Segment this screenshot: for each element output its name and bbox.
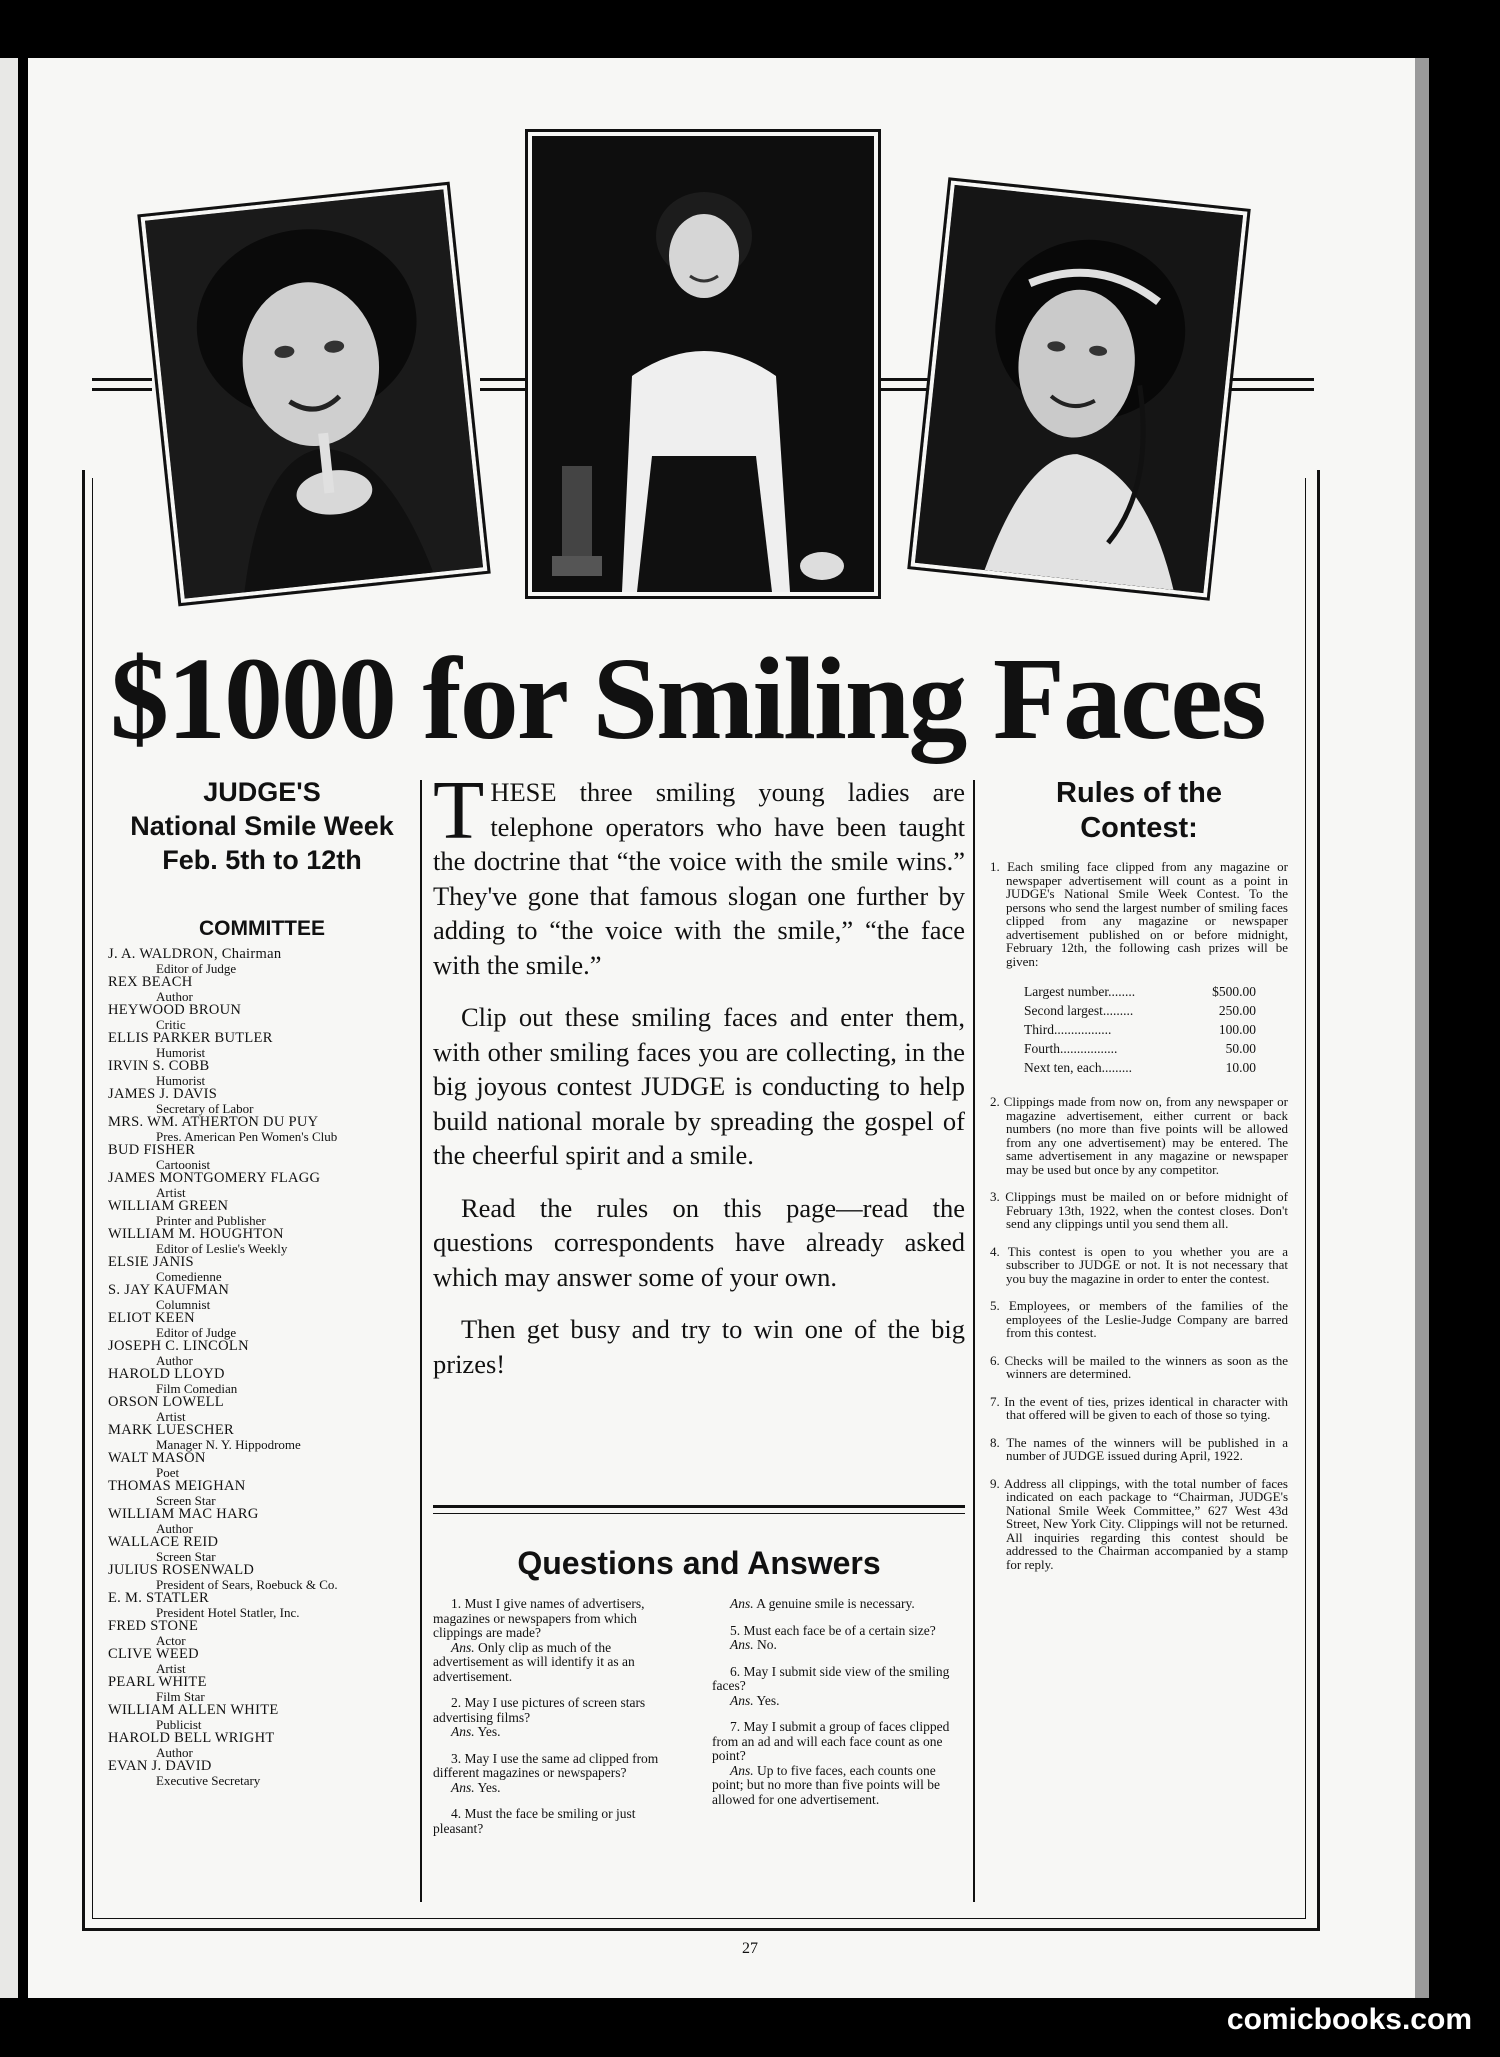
answer-label: Ans. [451, 1779, 475, 1795]
prize-row [1024, 1001, 1256, 1020]
member-name: WALT MASON [108, 1450, 206, 1466]
member-name: JULIUS ROSENWALD [108, 1562, 255, 1578]
right-page-edge [1415, 58, 1429, 1998]
member-name: IRVIN S. COBB [108, 1058, 210, 1074]
member-role: Cartoonist [156, 1157, 211, 1172]
member-role: Humorist [156, 1073, 206, 1088]
qa-answer [712, 1764, 962, 1808]
standing-woman-telephone-image [532, 136, 874, 592]
committee-member [108, 1003, 416, 1031]
member-name: E. M. STATLER [108, 1590, 210, 1606]
prize-row [1024, 982, 1256, 1001]
qa-rule-1 [433, 1505, 965, 1508]
committee-list [108, 947, 416, 1787]
member-role: Pres. American Pen Women's Club [156, 1129, 338, 1144]
member-name: EVAN J. DAVID [108, 1758, 212, 1774]
committee-member [108, 1759, 416, 1787]
qa-answer [712, 1694, 962, 1709]
watermark: comicbooks.com [1226, 2003, 1472, 2036]
committee-member [108, 1507, 416, 1535]
member-role: Artist [156, 1409, 186, 1424]
answer-label: Ans. [730, 1762, 754, 1778]
committee-member [108, 1367, 416, 1395]
rules-heading-1: Rules of the [1056, 777, 1222, 809]
committee-member [108, 1171, 416, 1199]
qa-answer [433, 1641, 683, 1685]
member-role: Author [156, 1745, 193, 1760]
member-name: REX BEACH [108, 974, 193, 990]
smiling-woman-earpiece-image [915, 185, 1243, 593]
qa-question: 4. Must the face be smiling or just pleasant? [433, 1806, 636, 1836]
committee-member [108, 1143, 416, 1171]
contest-rule: 4. This contest is open to you whether you are a subscriber to JUDGE or not. It is not necessary that you buy the magazine in order to enter the contest. [990, 1243, 1288, 1286]
rules-list [990, 1095, 1288, 1571]
member-name: ELIOT KEEN [108, 1310, 195, 1326]
rules-paragraph: Read the rules on this page—read the questions correspondents have already asked which may answer some of your own. [433, 1192, 965, 1292]
answer-text: Yes. [753, 1692, 780, 1708]
committee-member [108, 1339, 416, 1367]
committee-member [108, 1031, 416, 1059]
committee-member [108, 947, 416, 975]
rule-top-mid-4 [870, 388, 930, 391]
prize-label: Fourth................. [1024, 1041, 1118, 1056]
committee-member [108, 1647, 416, 1675]
qa-answer [712, 1638, 962, 1653]
left-column [108, 775, 416, 1787]
prize-amount: 50.00 [1225, 1041, 1256, 1056]
answer-label: Ans. [730, 1596, 754, 1611]
member-role: Executive Secretary [156, 1773, 261, 1788]
prizes-paragraph: Then get busy and try to win one of the big prizes! [433, 1314, 965, 1379]
member-role: Actor [156, 1633, 186, 1648]
contest-rule: 3. Clippings must be mailed on or before midnight of February 13th, 1922, when the contest closes. Don't send any clippings until you send them all. [990, 1189, 1288, 1231]
qa-question: 6. May I submit side view of the smiling faces? [712, 1663, 950, 1693]
committee-member [108, 1395, 416, 1423]
member-role: Manager N. Y. Hippodrome [156, 1437, 301, 1452]
member-name: HAROLD BELL WRIGHT [108, 1730, 275, 1746]
rule-1: 1. Each smiling face clipped from any magazine or newspaper advertisement will count as a point in JUDGE's National Smile Week Contest. To the persons who send the largest number of smiling faces clipped from any magazine or newspaper advertisement published on or before midnight, February 12th, the following cash prizes will be given: [990, 859, 1288, 969]
prize-label: Largest number........ [1024, 984, 1136, 999]
member-role: Comedienne [156, 1269, 222, 1284]
committee-member [108, 1535, 416, 1563]
member-role: President of Sears, Roebuck & Co. [156, 1577, 338, 1592]
member-name: HAROLD LLOYD [108, 1366, 225, 1382]
contest-rule: 8. The names of the winners will be published in a number of JUDGE issued during April, 1922. [990, 1434, 1288, 1463]
rule-top-left-1 [92, 378, 152, 381]
committee-member [108, 975, 416, 1003]
answer-label: Ans. [451, 1724, 475, 1739]
member-name: BUD FISHER [108, 1142, 196, 1158]
prize-label: Third................. [1024, 1022, 1112, 1037]
member-role: Artist [156, 1185, 186, 1200]
prize-amount: 10.00 [1225, 1060, 1256, 1075]
member-role: President Hotel Statler, Inc. [156, 1605, 300, 1620]
qa-rule-2 [433, 1513, 965, 1514]
committee-member [108, 1115, 416, 1143]
divider-left [420, 780, 422, 1902]
answer-text: Yes. [474, 1779, 501, 1795]
member-name: JAMES MONTGOMERY FLAGG [108, 1170, 321, 1186]
qa-question: 7. May I submit a group of faces clipped from an ad and will each face count as one point? [712, 1719, 950, 1763]
clip-paragraph: Clip out these smiling faces and enter them, with other smiling faces you are collecting, in the big joyous contest JUDGE is conducting to help build national morale by spreading the gospel of the cheerful spirit and a smile. [433, 1002, 965, 1170]
qa-question: 1. Must I give names of advertisers, magazines or newspapers from which clippings are made? [433, 1596, 645, 1640]
prize-row [1024, 1058, 1256, 1077]
member-name: JAMES J. DAVIS [108, 1086, 218, 1102]
member-role: Author [156, 1521, 193, 1536]
member-role: Poet [156, 1465, 180, 1480]
prize-amount: $500.00 [1212, 984, 1256, 999]
qa-answer [433, 1725, 683, 1740]
qa-column-1 [433, 1597, 683, 1844]
prize-row [1024, 1020, 1256, 1039]
photo-left-operator [141, 185, 488, 603]
committee-member [108, 1311, 416, 1339]
member-name: WILLIAM GREEN [108, 1198, 229, 1214]
member-role: Author [156, 1353, 193, 1368]
photo-center-operator [528, 132, 878, 596]
member-role: Editor of Judge [156, 1325, 237, 1340]
member-name: S. JAY KAUFMAN [108, 1282, 230, 1298]
member-role: Screen Star [156, 1549, 216, 1564]
drop-cap: T [433, 764, 485, 857]
prize-row [1024, 1039, 1256, 1058]
member-role: Artist [156, 1661, 186, 1676]
committee-member [108, 1451, 416, 1479]
prize-table [1024, 982, 1288, 1077]
committee-member [108, 1591, 416, 1619]
member-name: JOSEPH C. LINCOLN [108, 1338, 249, 1354]
qa-question: 3. May I use the same ad clipped from different magazines or newspapers? [433, 1750, 659, 1780]
committee-member [108, 1563, 416, 1591]
member-name: HEYWOOD BROUN [108, 1002, 242, 1018]
qa-column-2 [712, 1597, 962, 1819]
intro-text: HESE three smiling young ladies are telephone operators who have been taught the doctrine that “the voice with the smile wins.” They've gone that famous slogan one further by adding to “the voice with the smile,” “the face with the smile.” [433, 777, 965, 980]
committee-member [108, 1731, 416, 1759]
member-role: Screen Star [156, 1493, 216, 1508]
smile-week-heading-2: National Smile Week [130, 811, 394, 841]
answer-text: Up to five faces, each counts one point; but no more than five points will be allowed for one advertisement. [712, 1762, 940, 1807]
committee-title: COMMITTEE [199, 917, 325, 940]
qa-answer [712, 1597, 962, 1612]
committee-member [108, 1227, 416, 1255]
qa-question: 5. Must each face be of a certain size? [730, 1622, 936, 1638]
photo-right-operator [911, 180, 1248, 597]
contest-rule: 6. Checks will be mailed to the winners as soon as the winners are determined. [990, 1352, 1288, 1381]
right-column [990, 776, 1288, 1585]
member-name: ORSON LOWELL [108, 1394, 224, 1410]
contest-rule: 2. Clippings made from now on, from any newspaper or magazine advertisement, either current or back numbers (no more than five points will be allowed from any one advertisement) may be entered. The same advertisement in any magazine or newspaper may be used but once by any competitor. [990, 1094, 1288, 1177]
contest-rule: 5. Employees, or members of the families of the employees of the Leslie-Judge Company are barred from this contest. [990, 1298, 1288, 1340]
left-page-edge [0, 58, 18, 1998]
committee-member [108, 1423, 416, 1451]
member-name: WALLACE REID [108, 1534, 219, 1550]
member-name: J. A. WALDRON, Chairman [108, 946, 282, 962]
prize-amount: 250.00 [1218, 1003, 1256, 1018]
rule-top-right-2 [1218, 388, 1314, 391]
member-name: WILLIAM M. HOUGHTON [108, 1226, 284, 1242]
qa-answer [433, 1781, 683, 1796]
rules-heading-2: Contest: [1080, 812, 1198, 844]
member-role: Secretary of Labor [156, 1101, 254, 1116]
middle-column [433, 764, 965, 1399]
committee-member [108, 1619, 416, 1647]
answer-text: No. [753, 1637, 777, 1652]
answer-label: Ans. [451, 1639, 475, 1655]
member-name: ELSIE JANIS [108, 1254, 194, 1270]
committee-member [108, 1255, 416, 1283]
rule-top-right-1 [1218, 378, 1314, 381]
answer-label: Ans. [730, 1692, 754, 1708]
headline: $1000 for Smiling Faces [110, 633, 1265, 764]
committee-member [108, 1675, 416, 1703]
member-name: WILLIAM ALLEN WHITE [108, 1702, 279, 1718]
member-name: CLIVE WEED [108, 1646, 199, 1662]
qa-question: 2. May I use pictures of screen stars advertising films? [433, 1695, 646, 1725]
member-name: THOMAS MEIGHAN [108, 1478, 246, 1494]
contest-rule: 7. In the event of ties, prizes identical in character with that offered will be given to each of those so tying. [990, 1393, 1288, 1422]
member-role: Author [156, 989, 193, 1004]
committee-member [108, 1283, 416, 1311]
smile-week-heading-1: JUDGE'S [203, 777, 321, 807]
member-role: Film Star [156, 1689, 205, 1704]
prize-amount: 100.00 [1218, 1022, 1256, 1037]
member-role: Printer and Publisher [156, 1213, 266, 1228]
member-role: Columnist [156, 1297, 211, 1312]
member-name: MRS. WM. ATHERTON DU PUY [108, 1114, 319, 1130]
committee-member [108, 1479, 416, 1507]
contest-rule: 9. Address all clippings, with the total number of faces indicated on each package to “Chairman, JUDGE's National Smile Week Committee,” 627 West 43d Street, New York City. Clippings will not be returned. All inquiries regarding this contest should be addressed to the Chairman accompanied by a stamp for reply. [990, 1475, 1288, 1572]
answer-text: A genuine smile is necessary. [753, 1596, 915, 1611]
member-name: FRED STONE [108, 1618, 199, 1634]
committee-member [108, 1059, 416, 1087]
member-role: Humorist [156, 1045, 206, 1060]
member-name: ELLIS PARKER BUTLER [108, 1030, 273, 1046]
smiling-woman-headset-image [145, 189, 483, 598]
divider-right [973, 780, 975, 1902]
page-number: 27 [742, 1940, 758, 1957]
answer-text: Only clip as much of the advertisement as will identify it as an advertisement. [433, 1639, 635, 1684]
intro-paragraph [433, 764, 965, 982]
member-name: PEARL WHITE [108, 1674, 207, 1690]
member-name: MARK LUESCHER [108, 1422, 234, 1438]
prize-label: Next ten, each......... [1024, 1060, 1132, 1075]
member-role: Film Comedian [156, 1381, 238, 1396]
smile-week-heading-3: Feb. 5th to 12th [162, 845, 362, 875]
rule-top-mid-3 [870, 378, 930, 381]
qa-title: Questions and Answers [517, 1545, 881, 1581]
rule-top-left-2 [92, 388, 152, 391]
member-role: Editor of Leslie's Weekly [156, 1241, 288, 1256]
answer-text: Yes. [474, 1724, 501, 1739]
answer-label: Ans. [730, 1637, 754, 1652]
committee-member [108, 1703, 416, 1731]
member-role: Publicist [156, 1717, 202, 1732]
member-name: WILLIAM MAC HARG [108, 1506, 259, 1522]
member-role: Critic [156, 1017, 186, 1032]
committee-member [108, 1087, 416, 1115]
member-role: Editor of Judge [156, 961, 237, 976]
prize-label: Second largest......... [1024, 1003, 1134, 1018]
committee-member [108, 1199, 416, 1227]
